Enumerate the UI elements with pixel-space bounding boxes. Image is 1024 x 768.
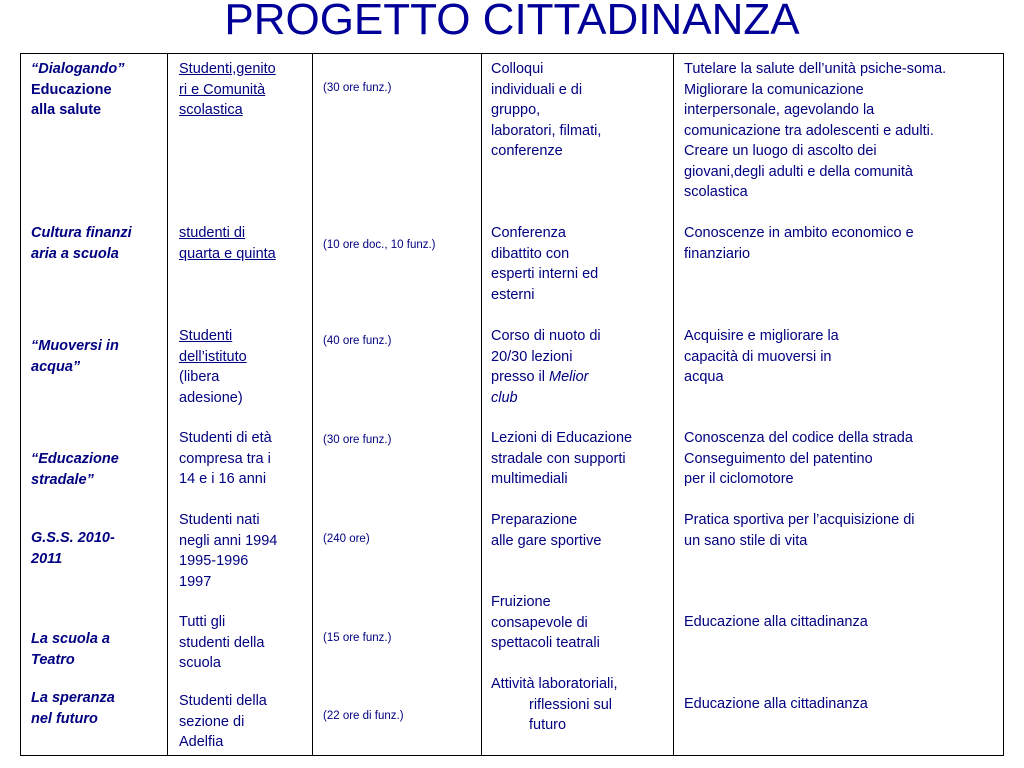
project-activity: Colloqui individuali e di gruppo, laboratori, filmati, conferenze bbox=[491, 61, 602, 159]
project-activity: Corso di nuoto di 20/30 lezioni presso il Melior club bbox=[491, 328, 601, 406]
project-hours: (30 ore funz.) bbox=[323, 82, 392, 94]
project-goal: Pratica sportiva per l’acquisizione di un sano stile di vita bbox=[684, 512, 915, 549]
project-name: “Muoversi in acqua” bbox=[31, 338, 119, 375]
project-name: La speranza nel futuro bbox=[31, 690, 115, 727]
project-goal: Acquisire e migliorare la capacità di muoversi in acqua bbox=[684, 328, 839, 385]
project-target: Tutti gli studenti della scuola bbox=[179, 614, 265, 671]
column-divider bbox=[673, 54, 674, 755]
project-name: G.S.S. 2010- 2011 bbox=[31, 530, 115, 567]
project-target: Studenti dell’istituto (libera adesione) bbox=[179, 328, 247, 406]
project-name: “Dialogando” Educazione alla salute bbox=[31, 61, 125, 118]
project-table bbox=[20, 53, 1004, 756]
project-activity: Preparazione alle gare sportive bbox=[491, 512, 602, 549]
project-activity: Attività laboratoriali, riflessioni sul futuro bbox=[491, 676, 618, 733]
project-name: “Educazione stradale” bbox=[31, 451, 119, 488]
project-activity: Lezioni di Educazione stradale con supporti multimediali bbox=[491, 430, 633, 487]
column-divider bbox=[312, 54, 313, 755]
project-hours: (15 ore funz.) bbox=[323, 632, 392, 644]
project-goal: Conoscenza del codice della strada Conseguimento del patentino per il ciclomotore bbox=[684, 430, 913, 487]
project-hours: (40 ore funz.) bbox=[323, 335, 392, 347]
project-hours: (22 ore di funz.) bbox=[323, 710, 404, 722]
project-goal: Conoscenze in ambito economico e finanziario bbox=[684, 225, 914, 262]
project-target: Studenti nati negli anni 1994 1995-1996 1997 bbox=[179, 512, 278, 590]
project-goal: Educazione alla cittadinanza bbox=[684, 696, 868, 712]
project-goal: Educazione alla cittadinanza bbox=[684, 614, 868, 630]
project-name: Cultura finanzi aria a scuola bbox=[31, 225, 132, 262]
project-target: Studenti di età compresa tra i 14 e i 16 anni bbox=[179, 430, 272, 487]
project-hours: (30 ore funz.) bbox=[323, 434, 392, 446]
page-title: PROGETTO CITTADINANZA bbox=[224, 0, 800, 44]
project-activity: Conferenza dibattito con esperti interni ed esterni bbox=[491, 225, 599, 303]
project-name: La scuola a Teatro bbox=[31, 631, 110, 668]
column-divider bbox=[167, 54, 168, 755]
project-activity: Fruizione consapevole di spettacoli teatrali bbox=[491, 594, 600, 651]
project-hours: (10 ore doc., 10 funz.) bbox=[323, 239, 436, 251]
project-goal: Tutelare la salute dell’unità psiche-soma. Migliorare la comunicazione interpersonale, agevolando la comunicazione tra adolescenti e adulti. Creare un luogo di ascolto dei giovani,degli adulti e della comunità scolastica bbox=[684, 61, 947, 200]
project-hours: (240 ore) bbox=[323, 533, 370, 545]
column-divider bbox=[481, 54, 482, 755]
project-target: studenti di quarta e quinta bbox=[179, 225, 276, 262]
project-target: Studenti della sezione di Adelfia bbox=[179, 693, 267, 750]
project-target: Studenti,genito ri e Comunità scolastica bbox=[179, 61, 276, 118]
